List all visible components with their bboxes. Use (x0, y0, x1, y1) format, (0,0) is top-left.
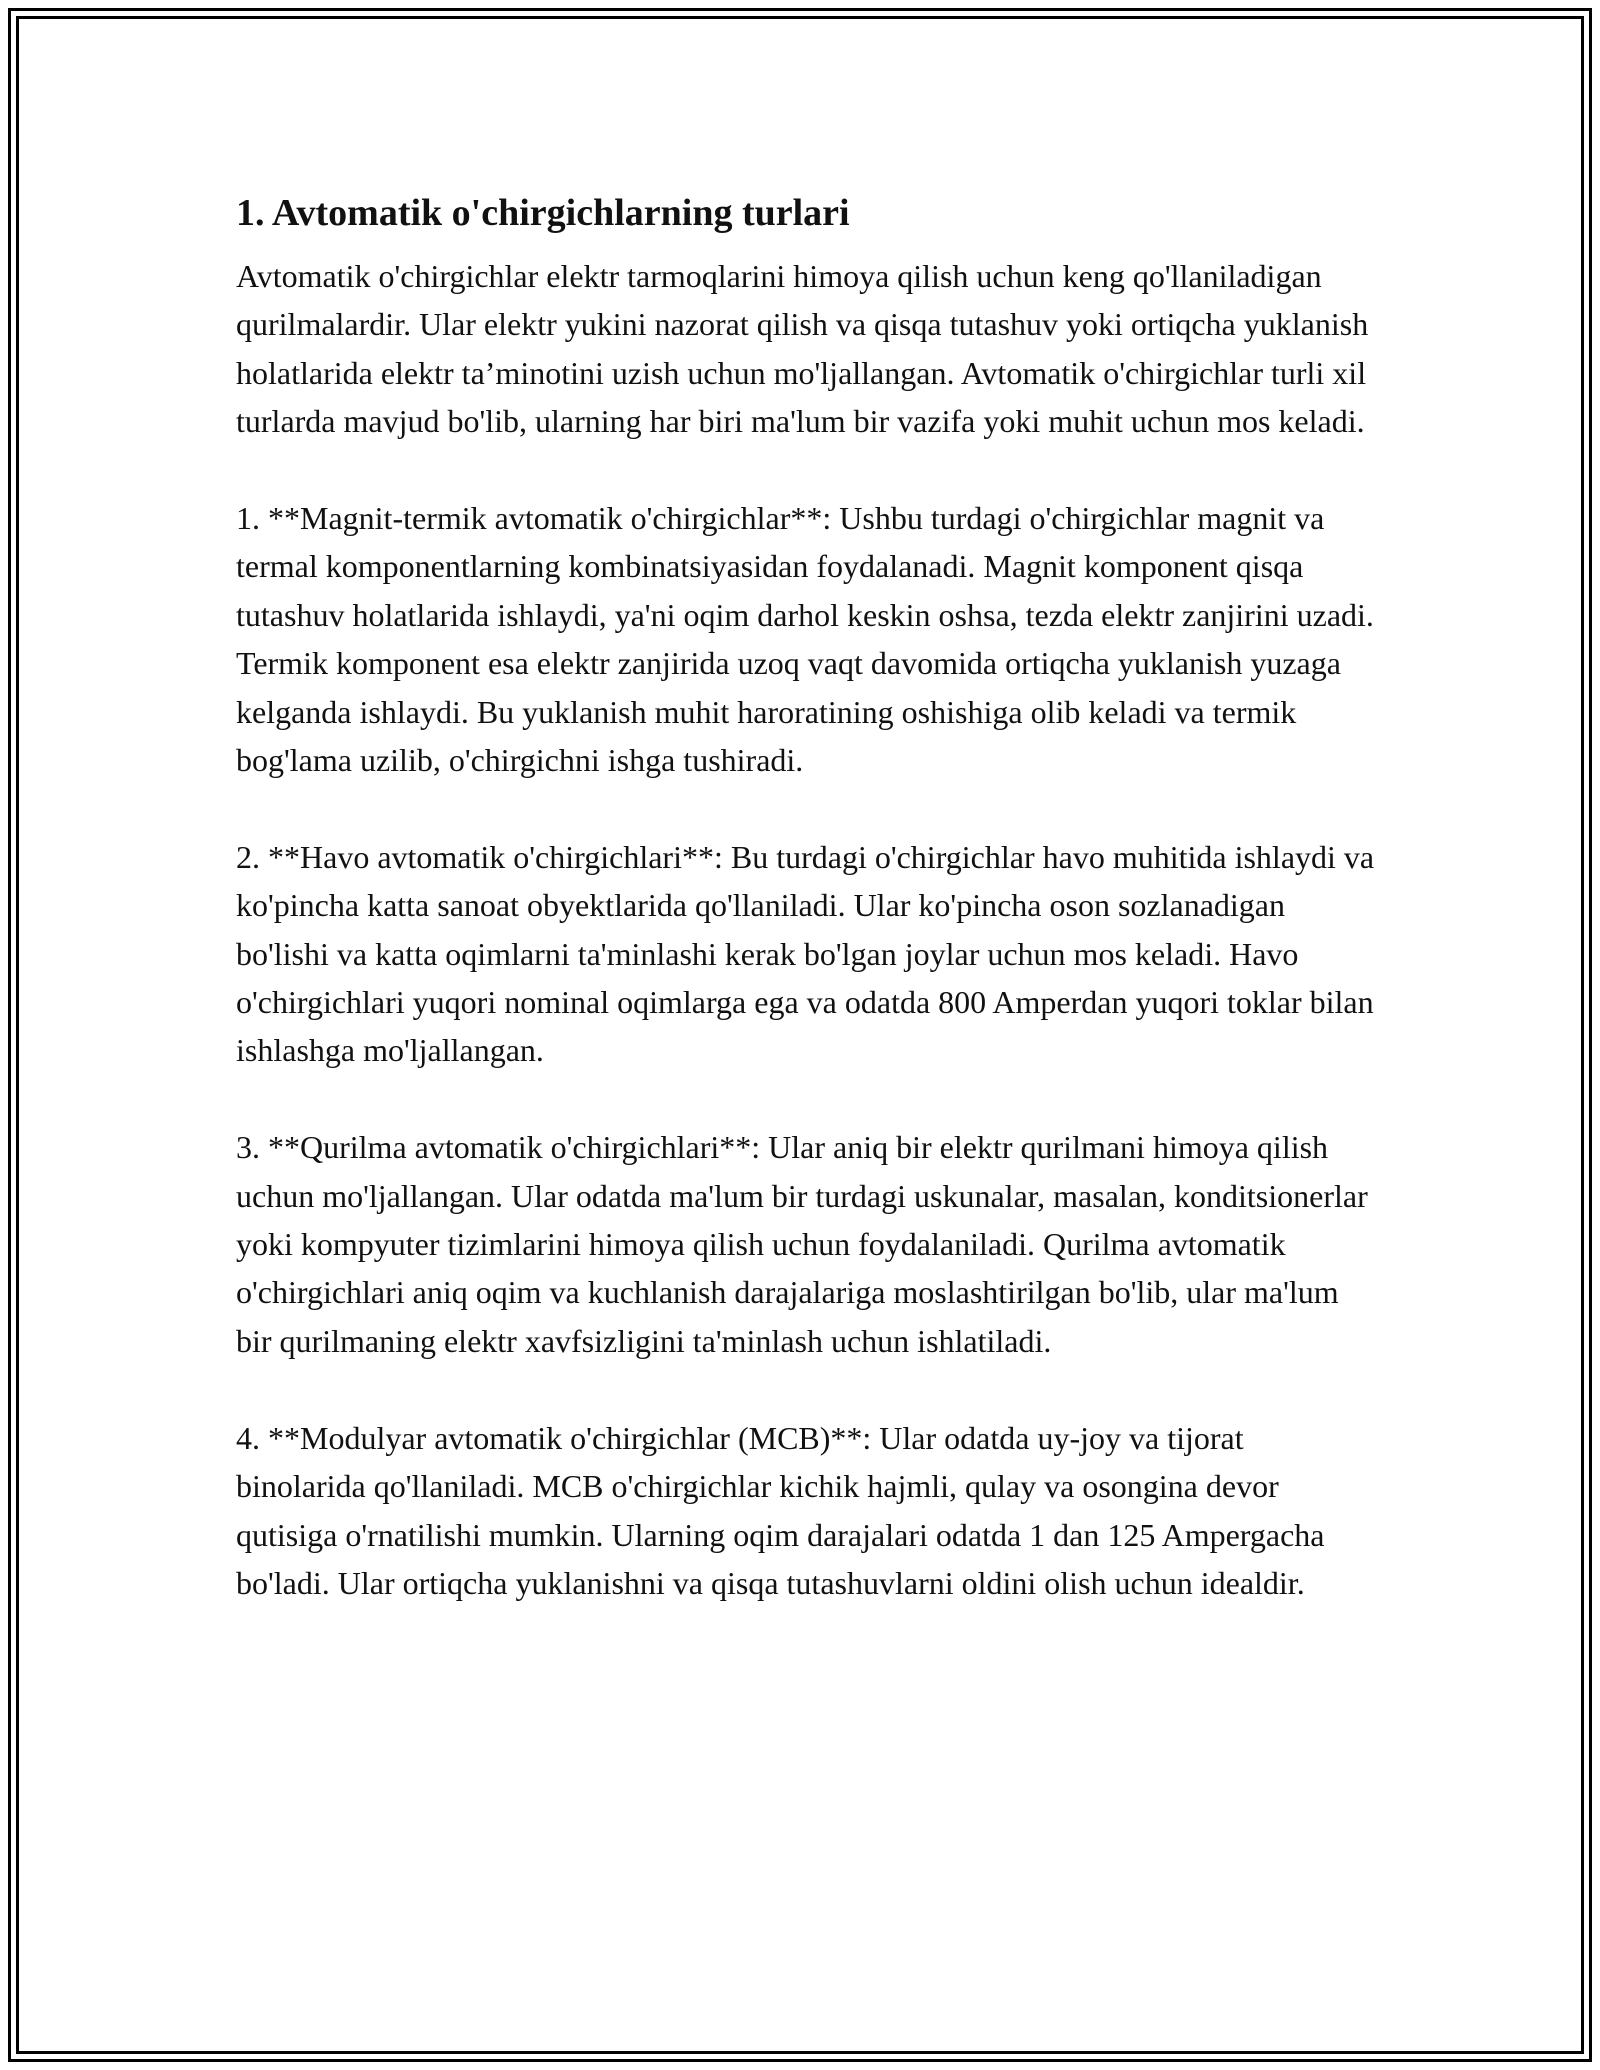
list-item-mcb: 4. **Modulyar avtomatik o'chirgichlar (MCB)**: Ular odatda uy-joy va tijorat binolarida qo'llaniladi. MCB o'chirgichlar kichik hajmli, qulay va osongina devor qutisiga o'rnatilishi mumkin. Ularning oqim darajalari odatda 1 dan 125 Ampergacha bo'ladi. Ular ortiqcha yuklanishni va qisqa tutashuvlarni oldini olish uchun idealdir. (236, 1419, 1325, 1601)
list-item-magnetic-thermal: 1. **Magnit-termik avtomatik o'chirgichlar**: Ushbu turdagi o'chirgichlar magnit va termal komponentlarning kombinatsiyasidan foydalanadi. Magnit komponent qisqa tutashuv holatlarida ishlaydi, ya'ni oqim darhol keskin oshsa, tezda elektr zanjirini uzadi. Termik komponent esa elektr zanjirida uzoq vaqt davomida ortiqcha yuklanish yuzaga kelganda ishlaydi. Bu yuklanish muhit haroratining oshishiga olib keladi va termik bog'lama uzilib, o'chirgichni ishga tushiradi. (236, 500, 1374, 779)
intro-paragraph: Avtomatik o'chirgichlar elektr tarmoqlarini himoya qilish uchun keng qo'llaniladigan qurilmalardir. Ular elektr yukini nazorat qilish va qisqa tutashuv yoki ortiqcha yuklanish holatlarida elektr ta’minotini uzish uchun mo'ljallangan. Avtomatik o'chirgichlar turli xil turlarda mavjud bo'lib, ularning har biri ma'lum bir vazifa yoki muhit uchun mos keladi. (236, 258, 1369, 440)
list-item-device-breaker: 3. **Qurilma avtomatik o'chirgichlari**: Ular aniq bir elektr qurilmani himoya qilish uchun mo'ljallangan. Ular odatda ma'lum bir turdagi uskunalar, masalan, konditsionerlar yoki kompyuter tizimlarini himoya qilish uchun foydalaniladi. Qurilma avtomatik o'chirgichlari aniq oqim va kuchlanish darajalariga moslashtirilgan bo'lib, ular ma'lum bir qurilmaning elektr xavfsizligini ta'minlash uchun ishlatiladi. (236, 1129, 1368, 1359)
list-item-air-breaker: 2. **Havo avtomatik o'chirgichlari**: Bu turdagi o'chirgichlar havo muhitida ishlaydi va ko'pincha katta sanoat obyektlarida qo'llaniladi. Ular ko'pincha oson sozlanadigan bo'lishi va katta oqimlarni ta'minlashi kerak bo'lgan joylar uchun mos keladi. Havo o'chirgichlari yuqori nominal oqimlarga ega va odatda 800 Amperdan yuqori toklar bilan ishlashga mo'ljallangan. (236, 838, 1375, 1069)
document-body (236, 186, 1381, 1656)
section-heading: 1. Avtomatik o'chirgichlarning turlari (236, 192, 850, 234)
